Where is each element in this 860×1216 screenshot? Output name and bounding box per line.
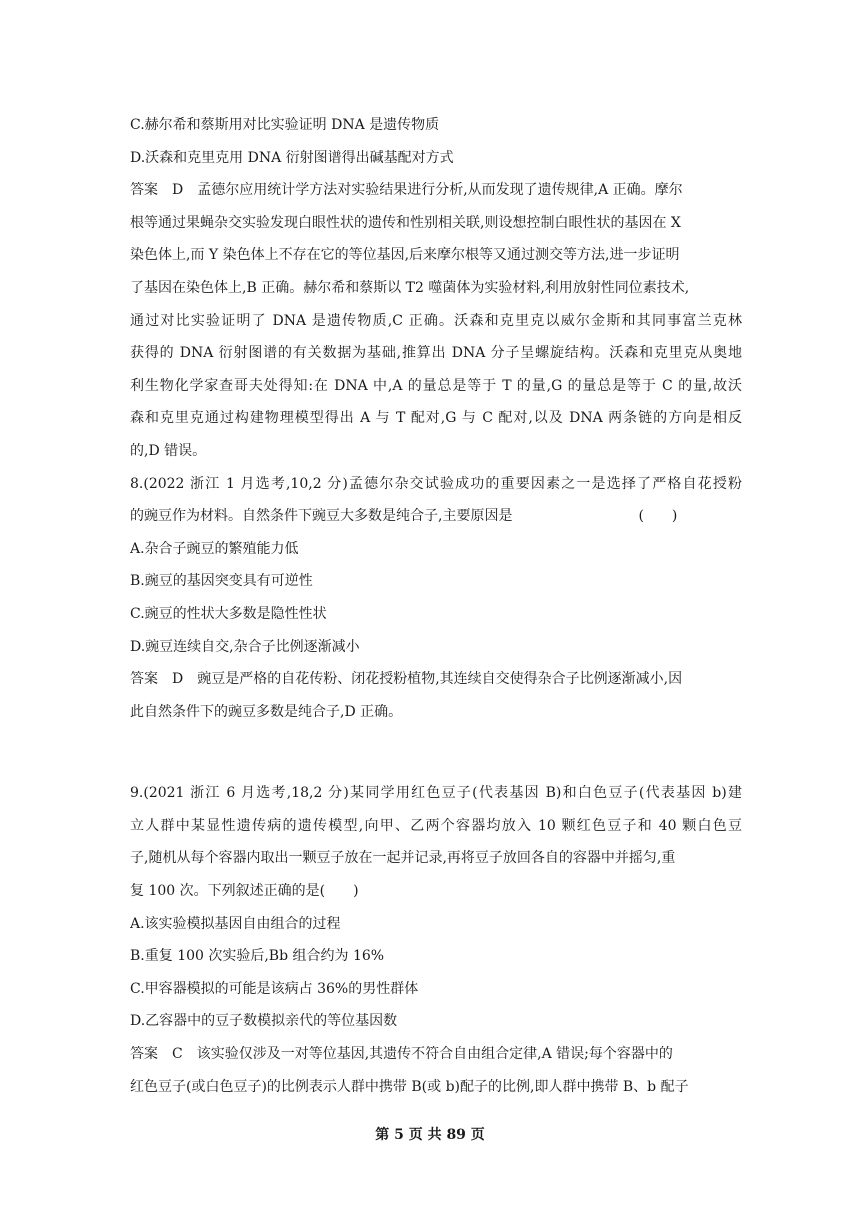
page-content — [130, 109, 742, 1103]
text-line: C.甲容器模拟的可能是该病占 36%的男性群体 — [130, 980, 419, 997]
text-line: 的,D 错误。 — [130, 442, 207, 459]
text-line: D.豌豆连续自交,杂合子比例逐渐减小 — [130, 638, 360, 655]
text-line: A.杂合子豌豆的繁殖能力低 — [130, 540, 299, 557]
text-line: 森和克里克通过构建物理模型得出 A 与 T 配对,G 与 C 配对,以及 DNA 两条链的方向是相反 — [130, 410, 742, 427]
text-line: 通过对比实验证明了 DNA 是遗传物质,C 正确。沃森和克里克以威尔金斯和其同事富兰克林 — [130, 312, 742, 329]
page-footer: 第 5 页 共 89 页 — [375, 1127, 485, 1143]
text-line: 此自然条件下的豌豆多数是纯合子,D 正确。 — [130, 703, 403, 720]
text-line: B.重复 100 次实验后,Bb 组合约为 16% — [130, 948, 385, 965]
text-line: 利生物化学家查哥夫处得知:在 DNA 中,A 的量总是等于 T 的量,G 的量总是等于 C 的量,故沃 — [130, 377, 742, 394]
text-line: 红色豆子(或白色豆子)的比例表示人群中携带 B(或 b)配子的比例,即人群中携带 B、b 配子 — [130, 1078, 689, 1095]
text-line: 的豌豆作为材料。自然条件下豌豆大多数是纯合子,主要原因是 ( ) — [130, 508, 678, 525]
text-line: 立人群中某显性遗传病的遗传模型,向甲、乙两个容器均放入 10 颗红色豆子和 40 颗白色豆 — [130, 817, 742, 834]
text-line: 复 100 次。下列叙述正确的是( ) — [130, 883, 359, 900]
text-line: C.豌豆的性状大多数是隐性性状 — [130, 605, 327, 622]
text-line: 答案 C 该实验仅涉及一对等位基因,其遗传不符合自由组合定律,A 错误;每个容器中的 — [130, 1046, 673, 1063]
text-line: 答案 D 豌豆是严格的自花传粉、闭花授粉植物,其连续自交使得杂合子比例逐渐减小,因 — [130, 671, 683, 688]
text-line: 9.(2021 浙江 6 月选考,18,2 分)某同学用红色豆子(代表基因 B)和白色豆子(代表基因 b)建 — [130, 785, 742, 802]
text-block-question-9 — [130, 777, 742, 1103]
text-line: 子,随机从每个容器内取出一颗豆子放在一起并记录,再将豆子放回各自的容器中并摇匀,重 — [130, 850, 676, 867]
text-line: 了基因在染色体上,B 正确。赫尔希和蔡斯以 T2 噬菌体为实验材料,利用放射性同位素技术, — [130, 279, 690, 296]
text-line: B.豌豆的基因突变具有可逆性 — [130, 573, 313, 590]
paragraph-gap — [130, 728, 742, 777]
text-line: 答案 D 孟德尔应用统计学方法对实验结果进行分析,从而发现了遗传规律,A 正确。摩尔 — [130, 182, 683, 199]
text-line: 根等通过果蝇杂交实验发现白眼性状的遗传和性别相关联,则设想控制白眼性状的基因在 X — [130, 214, 681, 231]
text-line: C.赫尔希和蔡斯用对比实验证明 DNA 是遗传物质 — [130, 117, 440, 133]
text-line: 获得的 DNA 衍射图谱的有关数据为基础,推算出 DNA 分子呈螺旋结构。沃森和克里克从奥地 — [130, 345, 742, 362]
text-line: D.沃森和克里克用 DNA 衍射图谱得出碱基配对方式 — [130, 149, 454, 166]
text-block-question-7-8 — [130, 109, 742, 728]
text-line: 8.(2022 浙江 1 月选考,10,2 分)孟德尔杂交试验成功的重要因素之一是选择了严格自花授粉 — [130, 475, 742, 492]
text-line: A.该实验模拟基因自由组合的过程 — [130, 915, 341, 932]
text-line: 染色体上,而 Y 染色体上不存在它的等位基因,后来摩尔根等又通过测交等方法,进一步证明 — [130, 247, 680, 264]
text-line: D.乙容器中的豆子数模拟亲代的等位基因数 — [130, 1013, 398, 1030]
